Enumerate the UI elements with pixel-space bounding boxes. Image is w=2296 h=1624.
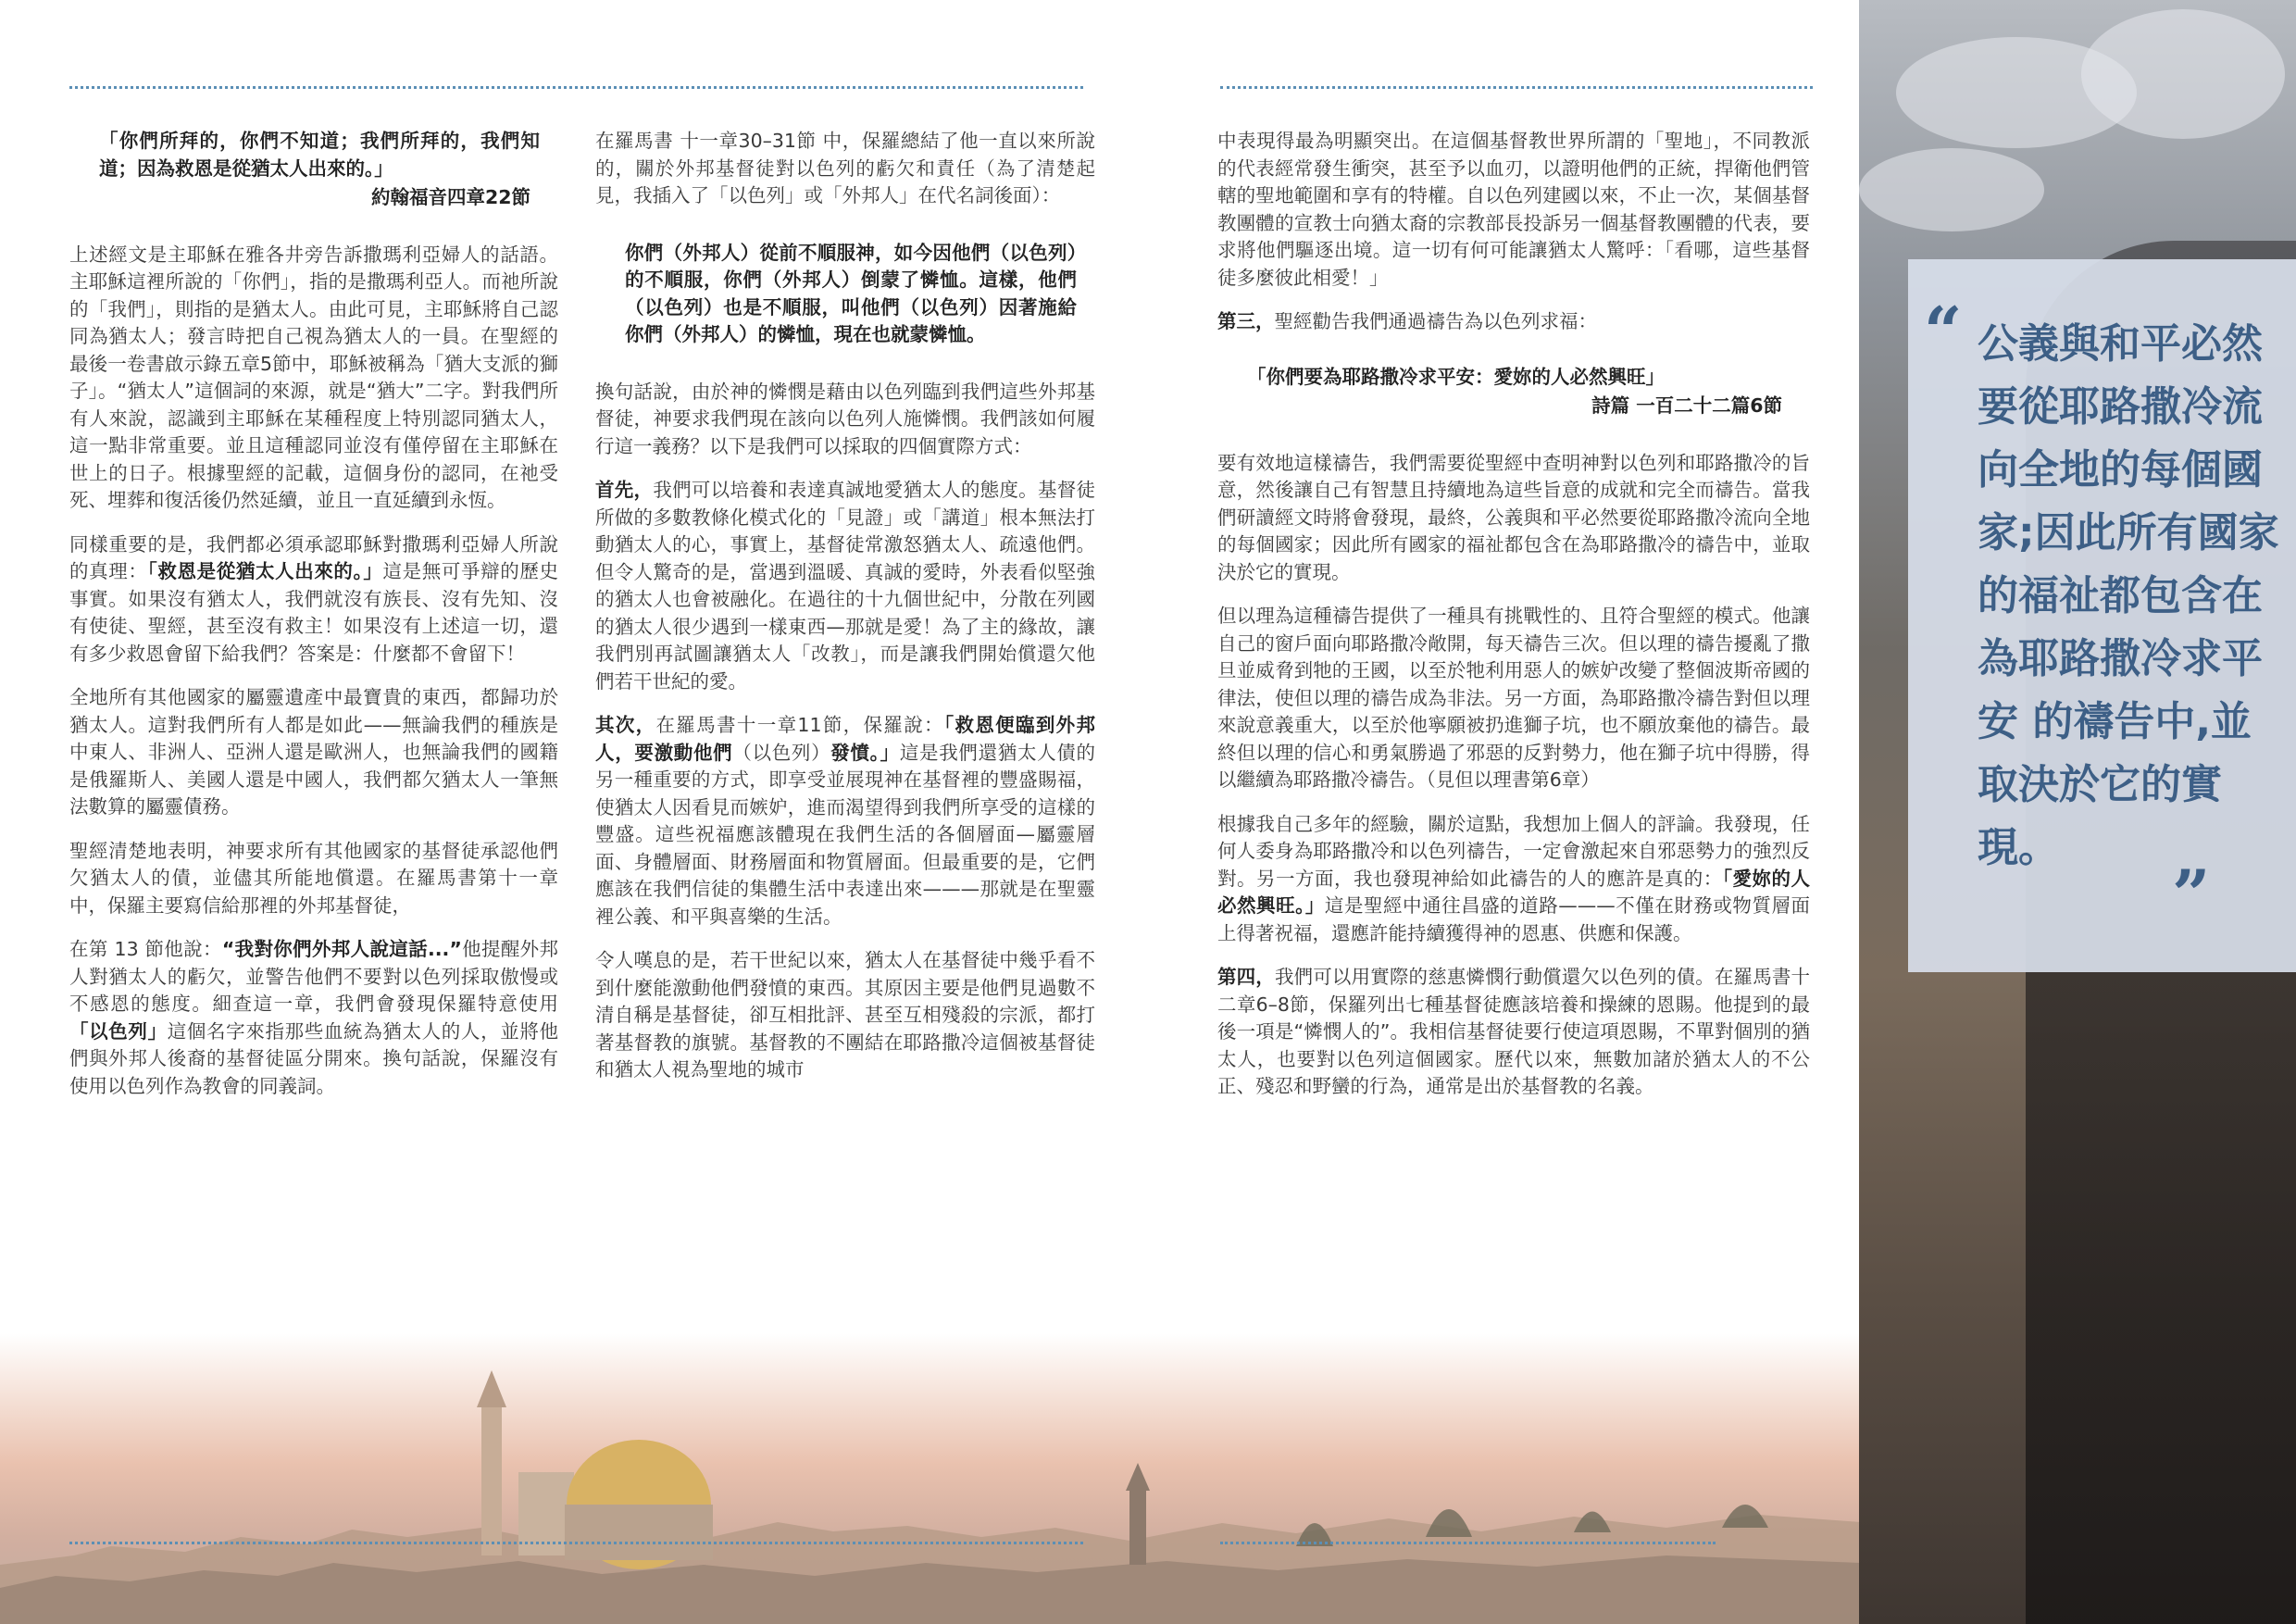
pull-quote-text: 公義與和平必然要從耶路撒冷流向全地的每個國家;因此所有國家的福祉都包含在為耶路撒冷求平安 的禱告中,並取決於它的實現。: [1978, 320, 2279, 871]
col2-paragraph: 令人嘆息的是，若干世紀以來，猶太人在基督徒中幾乎看不到什麼能激動他們發憤的東西。其原因主要是他們見過數不清自稱是基督徒，卻互相批評、甚至互相殘殺的宗派，都打著基督教的旗號。基督教的不團結在耶路撒冷這個被基督徒和猶太人視為聖地的城市: [595, 949, 1095, 1081]
opening-verse: 「你們所拜的，你們不知道；我們所拜的，我們知道；因為救恩是從猶太人出來的。」: [99, 130, 540, 180]
romans-verse: 你們（外邦人）從前不順服神，如今因他們（以色列）的不順服，你們（外邦人）倒蒙了憐恤。這樣，他們（以色列）也是不順服，叫他們（以色列）因著施給你們（外邦人）的憐恤，現在也就蒙憐恤。: [625, 241, 1077, 345]
psalm-verse-ref: 詩篇 一百二十二篇6節: [1591, 394, 1782, 417]
col3-paragraph: 根據我自己多年的經驗，關於這點，我想加上個人的評論。我發現，任何人委身為耶路撒冷和以色列禱告，一定會激起來自邪惡勢力的強烈反對。另一方面，我也發現神給如此禱告的人的應許是真的：「愛妳的人必然興旺。」這是聖經中通往昌盛的道路———不僅在財務或物質層面上得著祝福，還應許能持續獲得神的恩惠、供應和保護。: [1217, 812, 1811, 944]
col1-paragraph: 在第 13 節他說：“我對你們外邦人說這話...”他提醒外邦人對猶太人的虧欠，並警告他們不要對以色列採取傲慢或不感恩的態度。細查這一章，我們會發現保羅特意使用「以色列」這個名字來指那些血統為猶太人的人，並將他們與外邦人後裔的基督徒區分開來。換句話說，保羅沒有使用以色列作為教會的同義詞。: [69, 938, 559, 1097]
col2-paragraph: 在羅馬書 十一章30–31節 中，保羅總結了他一直以來所說的，關於外邦基督徒對以色列的虧欠和責任（為了清楚起見，我插入了「以色列」或「外邦人」在代名詞後面）：: [595, 130, 1095, 206]
col1-paragraph: 同樣重要的是，我們都必須承認耶穌對撒瑪利亞婦人所說的真理：「救恩是從猶太人出來的。」這是無可爭辯的歷史事實。如果沒有猶太人，我們就沒有族長、沒有先知、沒有使徒、聖經，甚至沒有救主！如果沒有上述這一切，還有多少救恩會留下給我們？答案是：什麼都不會留下！: [69, 532, 559, 665]
column-2: [595, 128, 1095, 1101]
col2-paragraph: 其次，在羅馬書十一章11節，保羅說：「救恩便臨到外邦人，要激動他們（以色列）發憤。」這是我們還猶太人債的另一種重要的方式，即享受並展現神在基督裡的豐盛賜福，使猶太人因看見而嫉妒，進而渴望得到我們所享受的這樣的豐盛。這些祝福應該體現在我們生活的各個層面—屬靈層面、身體層面、財務層面和物質層面。但最重要的是，它們應該在我們信徒的集體生活中表達出來———那就是在聖靈裡公義、和平與喜樂的生活。: [595, 714, 1096, 928]
jerusalem-skyline-image: [0, 1333, 1861, 1624]
top-rule-left: [69, 86, 1083, 89]
col1-paragraph: 聖經清楚地表明，神要求所有其他國家的基督徒承認他們欠猶太人的債，並儘其所能地償還。在羅馬書第十一章中，保羅主要寫信給那裡的外邦基督徒，: [69, 839, 558, 917]
opening-verse-ref: 約翰福音四章22節: [370, 186, 530, 208]
col3-paragraph: 但以理為這種禱告提供了一種具有挑戰性的、且符合聖經的模式。他讓自己的窗戶面向耶路撒冷敞開，每天禱告三次。但以理的禱告擾亂了撒旦並威脅到牠的王國，以至於牠利用惡人的嫉妒改變了整個波斯帝國的律法，使但以理的禱告成為非法。另一方面，為耶路撒冷禱告對但以理來說意義重大，以至於他寧願被扔進獅子坑，也不願放棄他的禱告。最終但以理的信心和勇氣勝過了邪惡的反對勢力，他在獅子坑中得勝，得以繼續為耶路撒冷禱告。（見但以理書第6章）: [1217, 605, 1810, 791]
col3-paragraph: 要有效地這樣禱告，我們需要從聖經中查明神對以色列和耶路撒冷的旨意，然後讓自己有智慧且持續地為這些旨意的成就和完全而禱告。當我們研讀經文時將會發現，最終，公義與和平必然要從耶路撒冷流向全地的每個國家；因此所有國家的福祉都包含在為耶路撒冷的禱告中，並取決於它的實現。: [1217, 451, 1810, 583]
col3-paragraph: 第四，我們可以用實際的慈惠憐憫行動償還欠以色列的債。在羅馬書十二章6–8節，保羅列出七種基督徒應該培養和操練的恩賜。他提到的最後一項是“憐憫人的”。我相信基督徒要行使這項恩賜，不單對個別的猶太人，也要對以色列這個國家。歷代以來，無數加諸於猶太人的不公正、殘忍和野蠻的行為，通常是出於基督教的名義。: [1217, 966, 1811, 1097]
close-quote-icon: ”: [2172, 855, 2211, 933]
bottom-rule-right: [1220, 1542, 1716, 1544]
col3-paragraph: 第三，聖經勸告我們通過禱告為以色列求福：: [1217, 310, 1597, 332]
open-quote-icon: “: [1924, 292, 1963, 370]
column-1: [69, 128, 558, 1117]
column-3: [1217, 128, 1810, 1118]
col1-paragraph: 上述經文是主耶穌在雅各井旁告訴撒瑪利亞婦人的話語。主耶穌這裡所說的「你們」，指的是撒瑪利亞人。而祂所說的「我們」，則指的是猶太人。由此可見，主耶穌將自己認同為猶太人；發言時把自己視為猶太人的一員。在聖經的最後一卷書啟示錄五章5節中，耶穌被稱為「猶大支派的獅子」。“猶太人”這個詞的來源，就是“猶大”二字。對我們所有人來說，認識到主耶穌在某種程度上特別認同猶太人，這一點非常重要。並且這種認同並沒有僅停留在主耶穌在世上的日子。根據聖經的記載，這個身份的認同，在祂受死、埋葬和復活後仍然延續，並且一直延續到永恆。: [69, 243, 558, 511]
psalm-verse: 「你們要為耶路撒冷求平安：愛妳的人必然興旺」: [1247, 365, 1665, 388]
top-rule-right: [1220, 86, 1813, 89]
col2-paragraph: 首先，我們可以培養和表達真誠地愛猶太人的態度。基督徒所做的多數教條化模式化的「見證」或「講道」根本無法打動猶太人的心，事實上，基督徒常激怒猶太人、疏遠他們。但令人驚奇的是，當遇到溫暖、真誠的愛時，外表看似堅強的猶太人也會被融化。在過往的十九個世紀中，分散在列國的猶太人很少遇到一樣東西—那就是愛！為了主的緣故，讓我們別再試圖讓猶太人「改教」，而是讓我們開始償還欠他們若干世紀的愛。: [595, 479, 1096, 693]
col1-paragraph: 全地所有其他國家的屬靈遺產中最寶貴的東西，都歸功於猶太人。這對我們所有人都是如此——無論我們的種族是中東人、非洲人、亞洲人還是歐洲人，也無論我們的國籍是俄羅斯人、美國人還是中國人，我們都欠猶太人一筆無法數算的屬靈債務。: [69, 686, 558, 818]
col2-paragraph: 換句話說，由於神的憐憫是藉由以色列臨到我們這些外邦基督徒，神要求我們現在該向以色列人施憐憫。我們該如何履行這一義務？以下是我們可以採取的四個實際方式：: [595, 380, 1095, 457]
bottom-rule-left: [69, 1542, 1083, 1544]
col3-paragraph: 中表現得最為明顯突出。在這個基督教世界所謂的「聖地」，不同教派的代表經常發生衝突，甚至予以血刃，以證明他們的正統，捍衛他們管轄的聖地範圍和享有的特權。自以色列建國以來，不止一次，某個基督教團體的宣教士向猶太裔的宗教部長投訴另一個基督教團體的代表，要求將他們驅逐出境。這一切有何可能讓猶太人驚呼：「看哪，這些基督徒多麼彼此相愛！」: [1217, 130, 1810, 289]
